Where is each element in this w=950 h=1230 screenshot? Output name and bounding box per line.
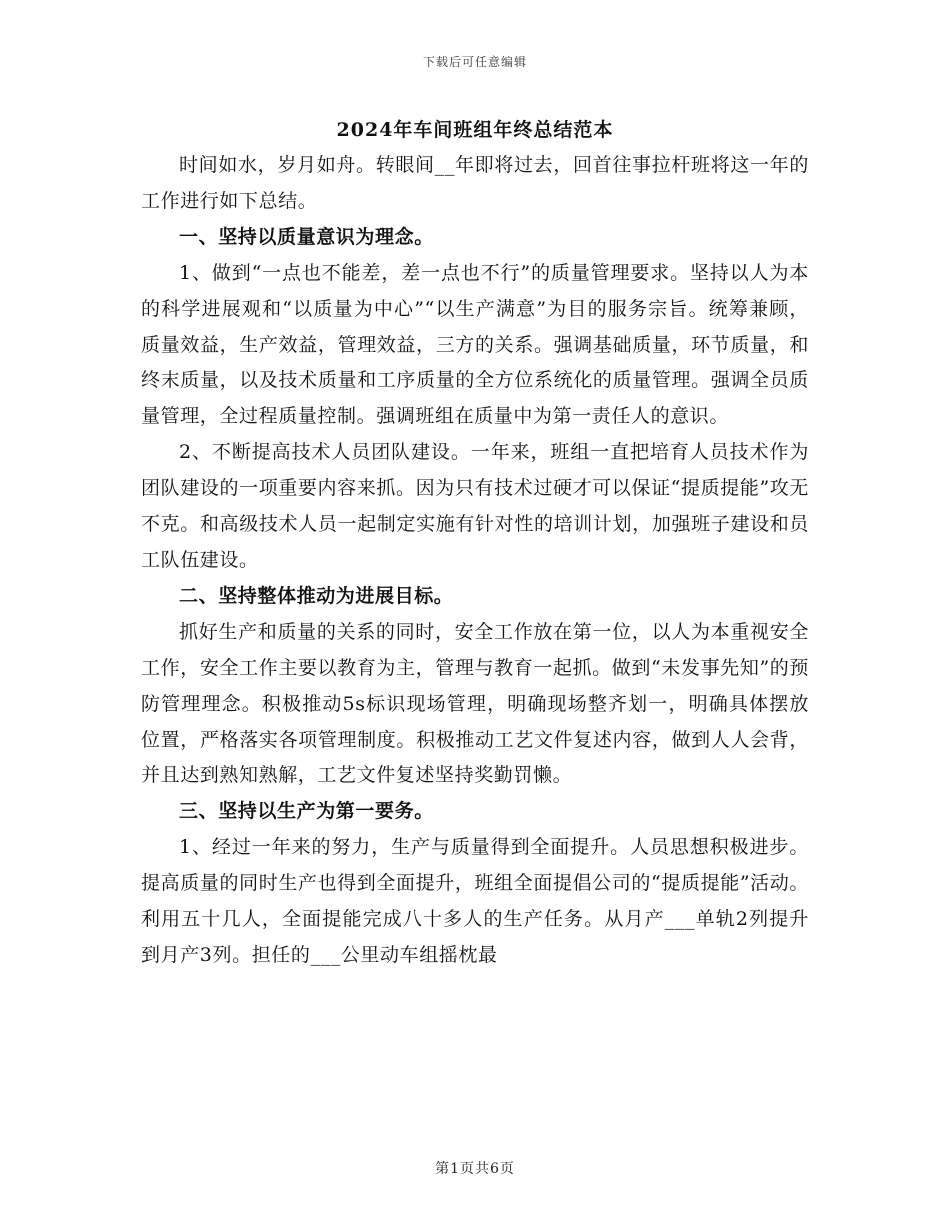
paragraph-quality-requirements: 1、做到“一点也不能差，差一点也不行”的质量管理要求。坚持以人为本的科学进展观和“以质量为中心”“以生产满意”为目的服务宗旨。统筹兼顾，质量效益，生产效益，管理效益，三方的关系。强调基础质量，环节质量，和终末质量，以及技术质量和工序质量的全方位系统化的质量管理。强调全员质量管理，全过程质量控制。强调班组在质量中为第一责任人的意识。 bbox=[141, 261, 809, 428]
section-heading-2: 二、坚持整体推动为进展目标。 bbox=[179, 584, 454, 607]
paragraph-team-building: 2、不断提高技术人员团队建设。一年来，班组一直把培育人员技术作为团队建设的一项重要内容来抓。因为只有技术过硬才可以保证“提质提能”攻无不克。和高级技术人员一起制定实施有针对性的培训计划，加强班子建设和员工队伍建设。 bbox=[141, 441, 809, 571]
paragraph-intro: 时间如水，岁月如舟。转眼间__年即将过去，回首往事拉杆班将这一年的工作进行如下总结。 bbox=[141, 154, 809, 212]
section-heading-1: 一、坚持以质量意识为理念。 bbox=[179, 225, 434, 248]
header-note: 下载后可任意编辑 bbox=[422, 55, 527, 69]
document-body bbox=[141, 148, 809, 974]
paragraph-safety: 抓好生产和质量的关系的同时，安全工作放在第一位，以人为本重视安全工作，安全工作主要以教育为主，管理与教育一起抓。做到“未发事先知”的预防管理理念。积极推动5s标识现场管理，明确现场整齐划一，明确具体摆放位置，严格落实各项管理制度。积极推动工艺文件复述内容，做到人人会背，并且达到熟知熟解，工艺文件复述坚持奖勤罚懒。 bbox=[141, 620, 809, 787]
section-heading-3: 三、坚持以生产为第一要务。 bbox=[179, 800, 434, 823]
document-title: 2024年车间班组年终总结范本 bbox=[336, 119, 614, 141]
paragraph-production: 1、经过一年来的努力，生产与质量得到全面提升。人员思想积极进步。提高质量的同时生产也得到全面提升，班组全面提倡公司的“提质提能”活动。利用五十几人，全面提能完成八十多人的生产任务。从月产___单轨2列提升到月产3列。担任的___公里动车组摇枕最 bbox=[141, 836, 809, 966]
page-indicator: 第1页共6页 bbox=[435, 1161, 515, 1177]
